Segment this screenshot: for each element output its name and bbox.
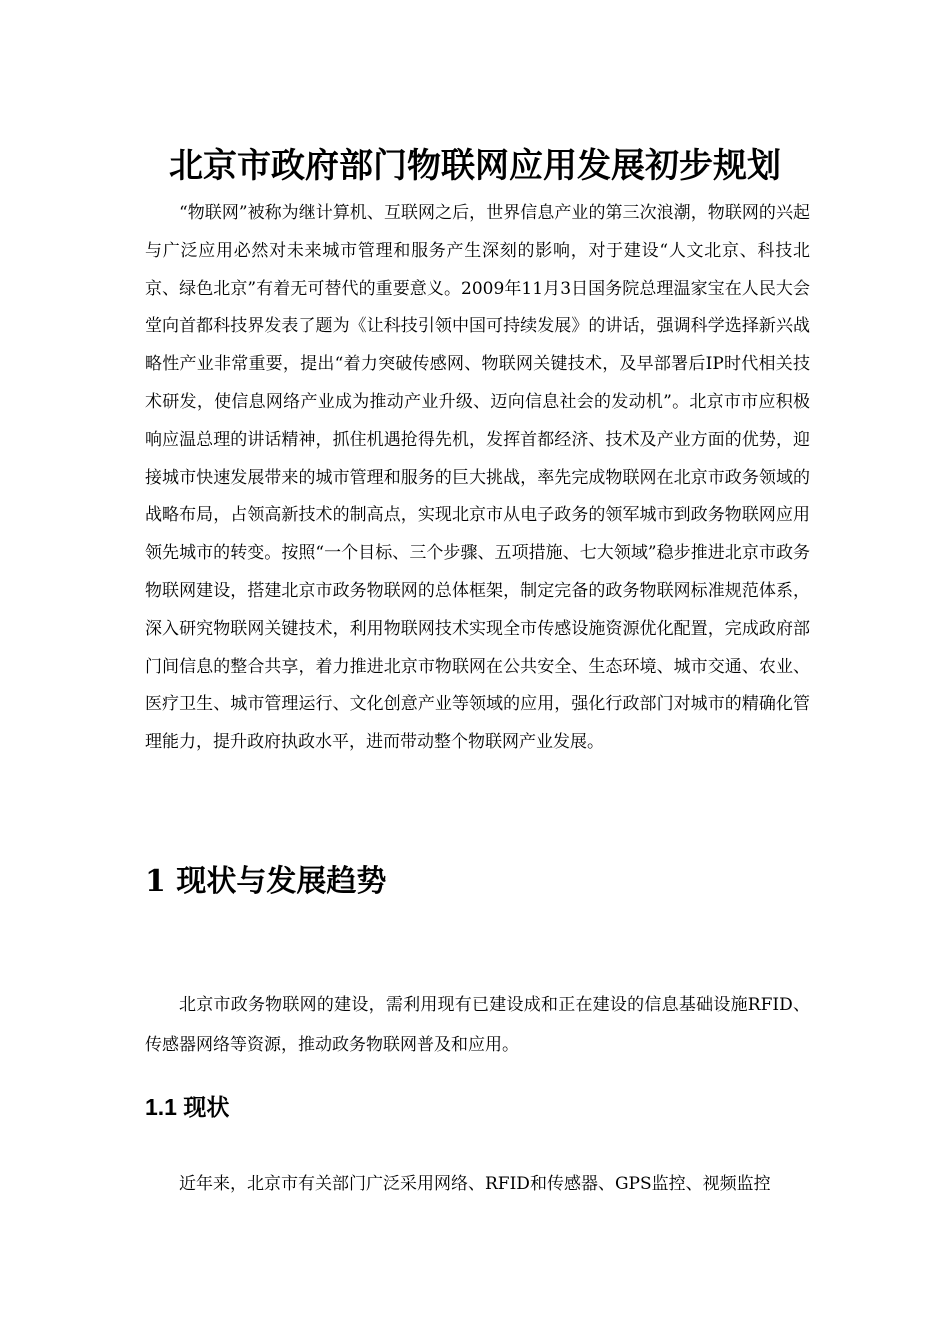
document-title: 北京市政府部门物联网应用发展初步规划: [169, 146, 781, 186]
section-1-heading: 1 现状与发展趋势: [145, 864, 387, 899]
section-1-1-heading: 1.1 现状: [145, 1094, 230, 1120]
intro-paragraph: “物联网”被称为继计算机、互联网之后，世界信息产业的第三次浪潮，物联网的兴起与广泛应用必然对未来城市管理和服务产生深刻的影响，对于建设“人文北京、科技北京、绿色北京”有着无可替代的重要意义。2009年11月3日国务院总理温家宝在人民大会堂向首都科技界发表了题为《让科技引领中国可持续发展》的讲话，强调科学选择新兴战略性产业非常重要，提出“着力突破传感网、物联网关键技术，及早部署后IP时代相关技术研发，使信息网络产业成为推动产业升级、迈向信息社会的发动机”。北京市市应积极响应温总理的讲话精神，抓住机遇抢得先机，发挥首都经济、技术及产业方面的优势，迎接城市快速发展带来的城市管理和服务的巨大挑战，率先完成物联网在北京市政务领域的战略布局，占领高新技术的制高点，实现北京市从电子政务的领军城市到政务物联网应用领先城市的转变。按照“一个目标、三个步骤、五项措施、七大领域”稳步推进北京市政务物联网建设，搭建北京市政务物联网的总体框架，制定完备的政务物联网标准规范体系，深入研究物联网关键技术，利用物联网技术实现全市传感设施资源优化配置，完成政府部门间信息的整合共享，着力推进北京市物联网在公共安全、生态环境、城市交通、农业、医疗卫生、城市管理运行、文化创意产业等领域的应用，强化行政部门对城市的精确化管理能力，提升政府执政水平，进而带动整个物联网产业发展。: [145, 203, 810, 753]
section-1-paragraph: 北京市政务物联网的建设，需利用现有已建设成和正在建设的信息基础设施RFID、传感器网络等资源，推动政务物联网普及和应用。: [145, 995, 810, 1055]
section-1-1-paragraph: 近年来，北京市有关部门广泛采用网络、RFID和传感器、GPS监控、视频监控: [179, 1174, 771, 1194]
